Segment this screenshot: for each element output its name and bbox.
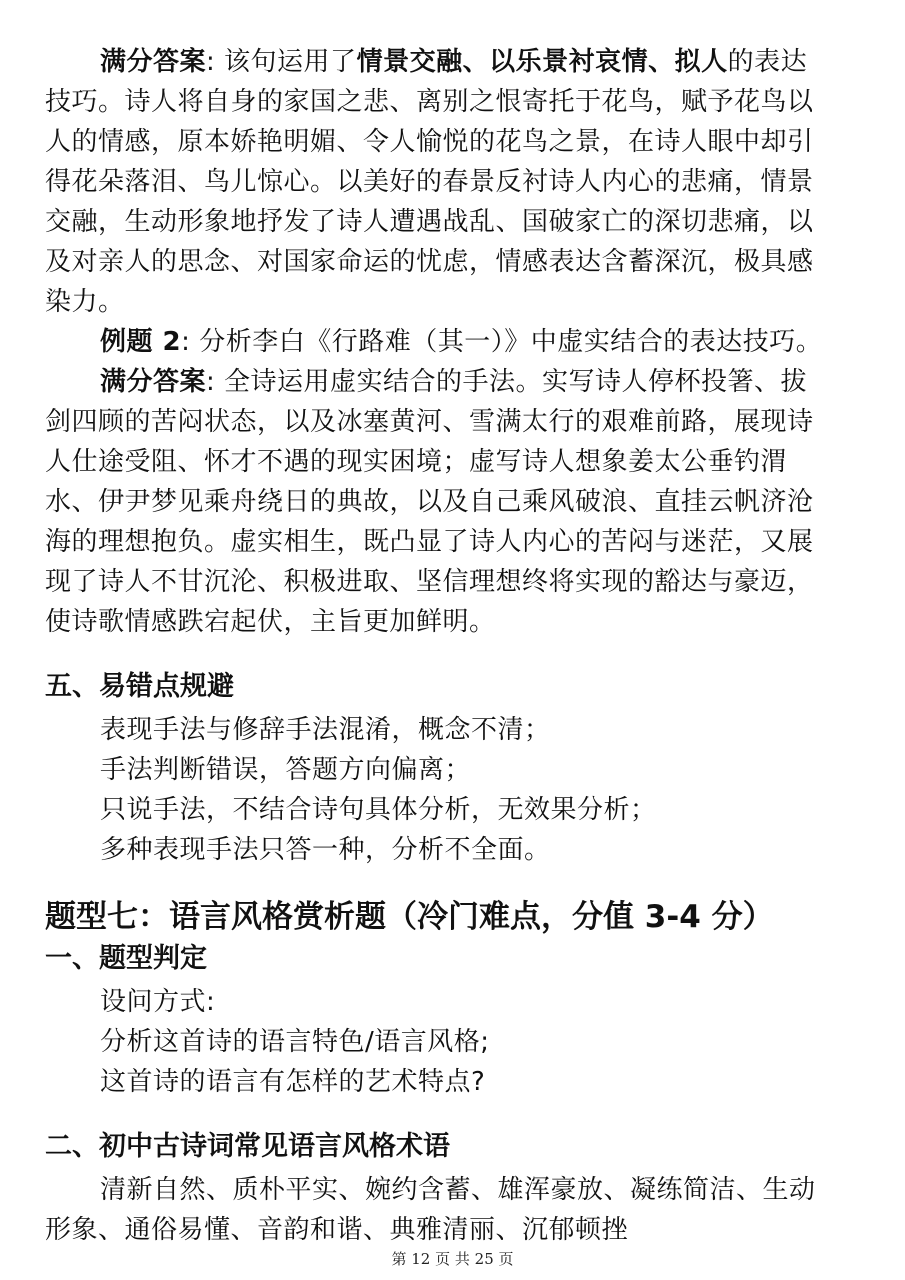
question-type-seven-heading: 题型七：语言风格赏析题（冷门难点，分值 3-4 分） [45,899,774,935]
question-format-item: 分析这首诗的语言特色/语言风格; [100,1027,490,1057]
answer-2-line-7: 使诗歌情感跌宕起伏，主旨更加鲜明。 [45,607,496,637]
text: 全诗运用虚实结合的手法。实写诗人停杯投箸、拔 [224,367,808,397]
answer-2-line-4: 水、伊尹梦见乘舟绕日的典故，以及自己乘风破浪、直挂云帆济沧 [45,487,814,517]
mistake-item: 多种表现手法只答一种，分析不全面。 [100,835,551,865]
answer-2-line-2: 剑四顾的苦闷状态，以及冰塞黄河、雪满太行的艰难前路，展现诗 [45,407,814,437]
mistake-item: 只说手法，不结合诗句具体分析，无效果分析； [100,795,657,825]
footer-text: 页 [498,1250,514,1268]
answer-1-line-5: 交融，生动形象地抒发了诗人遭遇战乱、国破家亡的深切悲痛，以 [45,207,814,237]
answer-1-line-4: 得花朵落泪、鸟儿惊心。以美好的春景反衬诗人内心的悲痛，情景 [45,167,814,197]
text: 的表达 [727,47,808,77]
example-label: 例题 2 [100,327,182,357]
answer-2-line-5: 海的理想抱负。虚实相生，既凸显了诗人内心的苦闷与迷茫，又展 [45,527,814,557]
footer-text: 页 共 [435,1250,470,1268]
answer-1-line-3: 人的情感，原本娇艳明媚、令人愉悦的花鸟之景，在诗人眼中却引 [45,127,814,157]
question-format-item: 设问方式: [100,987,216,1017]
answer-label: 满分答案 [100,367,207,397]
separator: : [181,327,191,357]
mistake-item: 表现手法与修辞手法混淆，概念不清； [100,715,551,745]
page-total: 25 [474,1250,494,1268]
answer-1-line-6: 及对亲人的思念、对国家命运的忧虑，情感表达含蓄深沉，极具感 [45,247,814,277]
answer-1-line-1 [100,44,807,80]
section-five-heading: 五、易错点规避 [45,671,234,702]
section-two-heading: 二、初中古诗词常见语言风格术语 [45,1131,450,1162]
answer-1-line-2: 技巧。诗人将自身的家国之悲、离别之恨寄托于花鸟，赋予花鸟以 [45,87,814,117]
mistake-item: 手法判断错误，答题方向偏离； [100,755,472,785]
answer-1-line-7: 染力。 [45,287,125,317]
answer-label: 满分答案 [100,47,207,77]
page-footer [0,1249,905,1269]
question-text: 分析李白《行路难（其一）》中虚实结合的表达技巧。 [199,327,823,357]
bold-terms: 情景交融、以乐景衬哀情、拟人 [356,47,728,77]
text: 该句运用了 [224,47,357,77]
answer-2-line-6: 现了诗人不甘沉沦、积极进取、坚信理想终将实现的豁达与豪迈， [45,567,814,597]
style-terms-line-1: 清新自然、质朴平实、婉约含蓄、雄浑豪放、凝练简洁、生动 [100,1175,816,1205]
answer-2-line-3: 人仕途受阻、怀才不遇的现实困境；虚写诗人想象姜太公垂钓渭 [45,447,788,477]
page-number: 12 [411,1250,431,1268]
separator: : [206,367,216,397]
style-terms-line-2: 形象、通俗易懂、音韵和谐、典雅清丽、沉郁顿挫 [45,1215,629,1245]
footer-text: 第 [391,1250,407,1268]
answer-2-line-1 [100,364,807,400]
separator: : [206,47,216,77]
example-2-question [100,324,822,360]
section-one-heading: 一、题型判定 [45,943,207,974]
question-format-item: 这首诗的语言有怎样的艺术特点? [100,1067,486,1097]
